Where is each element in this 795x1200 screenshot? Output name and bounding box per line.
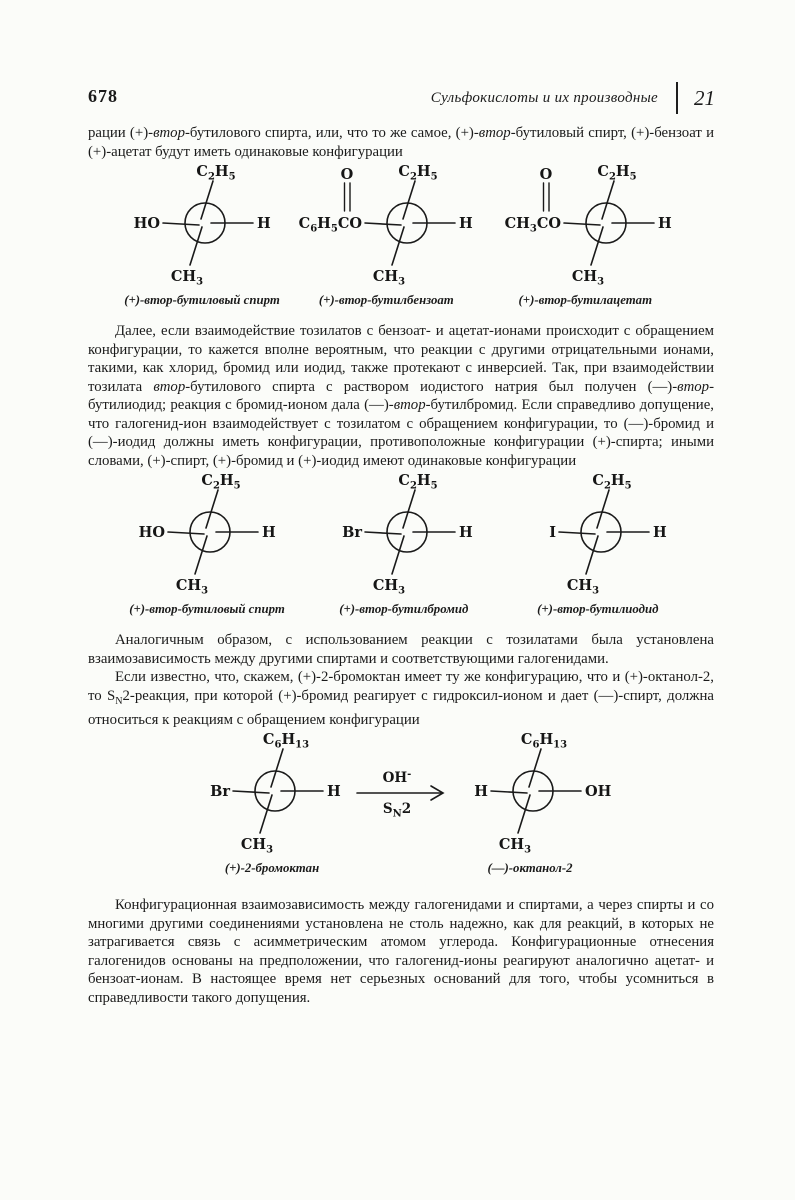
substituent-right-label: H — [257, 215, 271, 232]
substituent-right-label: H — [657, 215, 672, 232]
substituent-left-label: HO — [133, 215, 160, 232]
substituent-right-label: H — [458, 524, 473, 541]
substituent-top-label: $C_2H_5$ — [597, 163, 637, 183]
molecule-block — [523, 470, 673, 617]
bond-left — [559, 532, 595, 534]
substituent-bottom-label: $CH_3$ — [372, 268, 405, 288]
substituent-bottom-label: $CH_3$ — [498, 836, 532, 857]
molecule-block — [294, 161, 479, 308]
bond-bottom — [591, 227, 603, 265]
substituent-left-label: HO — [138, 524, 165, 541]
paragraph-4: Если известно, что, скажем, (+)-2-бромоктан имеет ту же конфигурацию, что и (+)-октанол-2, то $S_N2$-реакция, при которой (+)-бромид реагирует с гидроксил-ионом и дает (—)-спирт, должна относиться к реакциям с обращением конфигурации — [88, 669, 715, 728]
substituent-right-label: H — [652, 524, 667, 541]
molecule-sec-butyl-acetate — [493, 161, 678, 291]
bond-bottom — [195, 536, 207, 574]
structure-caption: (+)-втор-бутиловый спирт — [129, 602, 285, 616]
figure-sn2-reaction — [88, 729, 714, 876]
molecule-block — [124, 161, 280, 308]
bond-bottom — [392, 536, 404, 574]
structure-caption: (+)-2-бромоктан — [224, 861, 320, 876]
page-header — [88, 86, 715, 114]
bond-top — [597, 490, 609, 528]
running-head — [431, 82, 715, 114]
molecule-sec-butyl-alcohol-2 — [132, 470, 282, 600]
bond-left — [491, 791, 527, 793]
structure-caption: (+)-втор-бутилиодид — [537, 602, 659, 616]
substituent-bottom-label: $CH_3$ — [240, 836, 274, 857]
structure-caption: (+)-втор-бутилацетат — [518, 293, 653, 307]
substituent-top-label: $C_6H_{13}$ — [520, 731, 568, 752]
bond-bottom — [190, 227, 202, 265]
substituent-top-label: $C_2H_5$ — [201, 472, 241, 492]
molecule-block — [197, 729, 347, 876]
substituent-right-label: H — [458, 215, 473, 232]
molecule-sec-butyl-iodide — [523, 470, 673, 600]
substituent-bottom-label: $CH_3$ — [372, 577, 405, 597]
molecule-sec-butyl-benzoate — [294, 161, 479, 291]
molecule-2-bromooctane — [197, 729, 347, 859]
bond-left — [365, 532, 401, 534]
structure-caption: (+)-втор-бутилбензоат — [318, 293, 454, 307]
molecule-octanol-2 — [455, 729, 612, 859]
substituent-right-label: H — [262, 524, 276, 541]
substituent-right-label: OH — [585, 783, 612, 801]
bond-left — [564, 223, 600, 225]
bond-top — [403, 490, 415, 528]
bond-top — [602, 181, 614, 219]
page-number: 678 — [88, 86, 118, 106]
bond-left — [168, 532, 204, 534]
bond-bottom — [260, 795, 272, 833]
substituent-bottom-label: $CH_3$ — [170, 268, 204, 288]
reaction-arrow — [353, 765, 449, 821]
substituent-left-label: H — [474, 783, 488, 801]
bond-bottom — [392, 227, 404, 265]
molecule-block — [493, 161, 678, 308]
paragraph-3: Аналогичным образом, с использованием реакции с тозилатами была установлена взаимозависимость между другими спиртами и соответствующими галогенидами. — [88, 632, 714, 667]
carbonyl-oxygen-label: O — [340, 166, 354, 183]
page-body — [88, 124, 714, 1007]
arrow-reagent-label: OH- — [382, 769, 412, 787]
header-divider-line — [676, 82, 678, 114]
molecule-sec-butyl-bromide — [329, 470, 479, 600]
running-title: Сульфокислоты и их производные — [430, 89, 658, 106]
figure-alcohol-esters — [88, 161, 714, 308]
bond-top — [271, 749, 283, 787]
bond-left — [233, 791, 269, 793]
structure-caption: (—)-октанол-2 — [487, 861, 573, 876]
substituent-bottom-label: $CH_3$ — [566, 577, 599, 597]
paragraph-5: Конфигурационная взаимозависимость между галогенидами и спиртами, а через спирты и со многими другими соединениями установлена не столь надежно, как для реакций, в которых не затрагивается связь с асимметрическим атомом углерода. Конфигурационные отнесения галогенидов основаны на предположении, что галогенид-ионы реагируют аналогично ацетат- и бензоат-ионам. В настоящее время нет серьезных оснований для того, чтобы усомниться в справедливости такого допущения. — [88, 897, 714, 1006]
molecule-block — [455, 729, 612, 876]
structure-caption: (+)-втор-бутиловый спирт — [124, 293, 280, 307]
bond-top — [201, 181, 213, 219]
substituent-left-label: $CH_3CO$ — [504, 215, 561, 235]
molecule-block — [129, 470, 285, 617]
substituent-bottom-label: $CH_3$ — [571, 268, 604, 288]
reaction-arrow-block — [353, 765, 449, 821]
bond-bottom — [586, 536, 598, 574]
substituent-top-label: $C_2H_5$ — [196, 163, 236, 183]
substituent-bottom-label: $CH_3$ — [175, 577, 209, 597]
bond-top — [529, 749, 541, 787]
substituent-top-label: $C_6H_{13}$ — [262, 731, 310, 752]
substituent-top-label: $C_2H_5$ — [398, 163, 438, 183]
substituent-left-label: Br — [210, 783, 230, 801]
figure-alcohol-halides — [88, 470, 714, 617]
bond-bottom — [518, 795, 530, 833]
chapter-number: 21 — [694, 85, 715, 110]
substituent-right-label: H — [327, 783, 341, 801]
substituent-top-label: $C_2H_5$ — [398, 472, 438, 492]
bond-left — [365, 223, 401, 225]
molecule-block — [329, 470, 479, 617]
carbonyl-oxygen-label: O — [539, 166, 553, 183]
substituent-top-label: $C_2H_5$ — [592, 472, 632, 492]
substituent-left-label: I — [549, 524, 556, 541]
bond-left — [163, 223, 199, 225]
substituent-left-label: Br — [341, 524, 362, 541]
arrow-condition-label: $S_N2$ — [382, 801, 412, 821]
paragraph-2: Далее, если взаимодействие тозилатов с бензоат- и ацетат-ионами происходит с обращением конфигурации, то кажется вполне вероятным, что реакции с другими отрицательными ионами, такими, как хлорид, бромид или иодид, также протекают с инверсией. Так, при взаимодействии тозилата втор-бутилового спирта с раствором иодистого натрия был получен (—)-втор-бутилиодид; реакция с бромид-ионом дала (—)-втор-бутилбромид. Если справедливо допущение, что галогенид-ион взаимодействует с тозилатом с обращением конфигурации, то (—)-бромид и (—)-иодид должны иметь конфигурации, противоположные конфигурации (+)-спирта; иными словами, (+)-спирт, (+)-бромид и (+)-иодид имеют одинаковые конфигурации — [88, 323, 714, 469]
bond-top — [403, 181, 415, 219]
substituent-left-label: $C_6H_5CO$ — [298, 215, 362, 235]
molecule-sec-butyl-alcohol — [127, 161, 277, 291]
paragraph-1: рации (+)-втор-бутилового спирта, или, что то же самое, (+)-втор-бутиловый спирт, (+)-бензоат и (+)-ацетат будут иметь одинаковые конфигурации — [88, 125, 714, 160]
structure-caption: (+)-втор-бутилбромид — [339, 602, 469, 616]
bond-top — [206, 490, 218, 528]
